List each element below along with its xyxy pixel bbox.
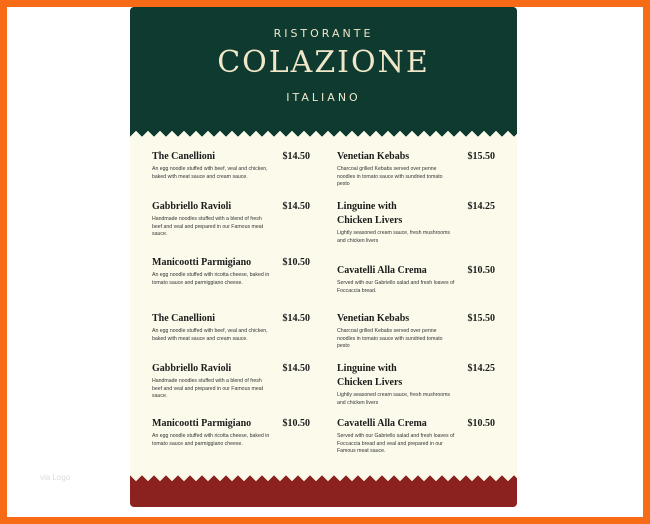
- menu-card: [130, 7, 517, 507]
- item-description: Charcoal grilled Kebabs served over penne noodles in tomato sauce with sundried tomato pesto: [337, 166, 443, 188]
- item-name: Manicootti Parmigiano: [152, 418, 252, 429]
- restaurant-name: COLAZIONE: [217, 45, 430, 80]
- item-price: $15.50: [467, 313, 495, 324]
- item-price: $14.50: [282, 151, 310, 162]
- menu-item: [152, 200, 310, 239]
- item-price: $14.50: [282, 201, 310, 212]
- item-name: Venetian Kebabs: [337, 313, 410, 324]
- item-description: Served with our Gabriello salad and fresh loaves of Foccaccia bread and veal and prepared in our Famous meat sauce.: [337, 433, 455, 455]
- menu-item: [152, 362, 310, 401]
- item-price: $14.50: [282, 313, 310, 324]
- item-price: $10.50: [282, 418, 310, 429]
- menu-header: [130, 7, 517, 127]
- menu-item: [152, 417, 310, 448]
- item-name: Cavatelli Alla Crema: [337, 265, 427, 276]
- item-price: $10.50: [467, 418, 495, 429]
- item-name: Manicootti Parmigiano: [152, 257, 252, 268]
- header-kicker-bottom: ITALIANO: [286, 91, 361, 104]
- item-price: $14.25: [467, 201, 495, 212]
- item-name: Linguine with Chicken Livers: [337, 363, 403, 388]
- footer-zigzag-edge: [130, 475, 517, 487]
- item-price: $10.50: [467, 265, 495, 276]
- item-description: Lightly seasoned cream sauce, fresh mushrooms and chicken livers: [337, 392, 451, 406]
- item-price: $14.50: [282, 363, 310, 374]
- item-name: Cavatelli Alla Crema: [337, 418, 427, 429]
- menu-item: [337, 264, 495, 295]
- item-price: $10.50: [282, 257, 310, 268]
- item-price: $15.50: [467, 151, 495, 162]
- item-description: Charcoal grilled Kebabs served over penne noodles in tomato sauce with sundried tomato pesto: [337, 328, 443, 350]
- item-description: An egg noodle stuffed with ricotta cheese, baked in tomato sauce and parmiggiano cheese.: [152, 433, 270, 447]
- item-description: An egg noodle stuffed with ricotta cheese, baked in tomato sauce and parmiggiano cheese.: [152, 272, 270, 286]
- watermark: via Logo: [40, 473, 71, 482]
- item-description: Handmade noodles stuffed with a blend of fresh beef and veal and prepared in our Famous meat sauce.: [152, 378, 264, 400]
- item-description: An egg noodle stuffed with beef, veal and chicken, baked with meat sauce and cream sauce.: [152, 328, 268, 342]
- menu-item: [337, 312, 495, 351]
- item-name: Venetian Kebabs: [337, 151, 410, 162]
- item-description: Handmade noodles stuffed with a blend of fresh beef and veal and prepared in our Famous meat sauce.: [152, 216, 264, 238]
- item-name: The Canellioni: [152, 151, 216, 162]
- menu-footer: [130, 485, 517, 507]
- item-description: Lightly seasoned cream sauce, fresh mushrooms and chicken livers: [337, 230, 451, 244]
- item-name: Linguine with Chicken Livers: [337, 201, 403, 226]
- menu-item: [152, 256, 310, 287]
- menu-item: [152, 312, 310, 343]
- menu-item: [337, 150, 495, 189]
- menu-item: [337, 200, 495, 245]
- item-description: Served with our Gabriello salad and fresh loaves of Foccaccia bread.: [337, 280, 455, 294]
- menu-item: [337, 417, 495, 456]
- item-description: An egg noodle stuffed with beef, veal and chicken, baked with meat sauce and cream sauce.: [152, 166, 268, 180]
- header-zigzag-edge: [130, 125, 517, 137]
- item-name: Gabbriello Ravioli: [152, 201, 232, 212]
- menu-item: [337, 362, 495, 407]
- item-name: The Canellioni: [152, 313, 216, 324]
- header-kicker-top: RISTORANTE: [273, 27, 374, 40]
- item-name: Gabbriello Ravioli: [152, 363, 232, 374]
- item-price: $14.25: [467, 363, 495, 374]
- menu-item: [152, 150, 310, 181]
